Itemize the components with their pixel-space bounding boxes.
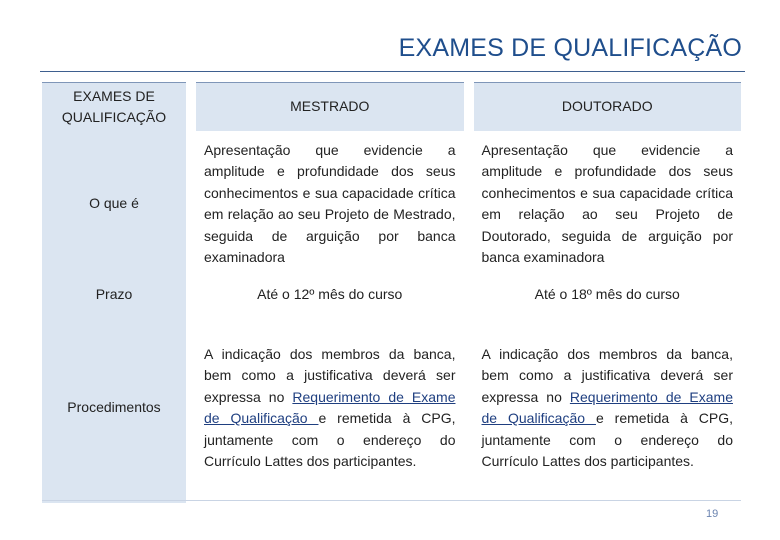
requerimento-link-mestrado[interactable]: Requerimento de Exame de Qualificação (204, 388, 456, 426)
cell-what-mestrado: Apresentação que evidencie a amplitude e profundidade dos seus conhecimentos e sua capacidade crítica em relação ao seu Projeto de Mestrado, seguida de arguição por banca examinadora (196, 131, 464, 277)
requerimento-link-doutorado[interactable]: Requerimento de Exame de Qualificação (481, 388, 733, 426)
page-number: 19 (706, 508, 719, 520)
qualification-exams-table (42, 82, 741, 503)
cell-procedures-doutorado (474, 313, 742, 503)
header-doutorado (474, 82, 742, 131)
header-mestrado-label: MESTRADO (290, 98, 370, 115)
table-row (42, 277, 741, 313)
procedures-mestrado-text-end: e remetida à CPG, juntamente com o endereço do Currículo Lattes dos participantes. (204, 410, 456, 469)
corner-label-cell (42, 82, 186, 131)
table-row (42, 313, 741, 503)
title-divider (40, 71, 745, 72)
cell-procedures-mestrado (196, 313, 464, 503)
row-label-what: O que é (42, 131, 186, 277)
procedures-mestrado-text-start: A indicação dos membros da banca, bem como a justificativa deverá ser expressa no (204, 345, 456, 405)
row-label-deadline: Prazo (42, 277, 186, 313)
cell-what-doutorado: Apresentação que evidencie a amplitude e profundidade dos seus conhecimentos e sua capacidade crítica em relação ao seu Projeto de Doutorado, seguida de arguição por banca examinadora (474, 131, 742, 277)
header-mestrado (196, 82, 464, 131)
row-label-procedures: Procedimentos (42, 313, 186, 503)
slide-title: EXAMES DE QUALIFICAÇÃO (398, 34, 742, 62)
table-row (42, 131, 741, 277)
cell-deadline-mestrado: Até o 12º mês do curso (196, 277, 464, 313)
footer-divider (42, 500, 741, 501)
table-header-row (42, 82, 741, 131)
procedures-doutorado-text-end: e remetida à CPG, juntamente com o endereço do Currículo Lattes dos participantes. (481, 410, 733, 469)
cell-deadline-doutorado: Até o 18º mês do curso (474, 277, 742, 313)
procedures-doutorado-text-start: A indicação dos membros da banca, bem como a justificativa deverá ser expressa no (481, 345, 733, 405)
header-doutorado-label: DOUTORADO (561, 98, 653, 115)
corner-label: EXAMES DE QUALIFICAÇÃO (61, 87, 167, 125)
